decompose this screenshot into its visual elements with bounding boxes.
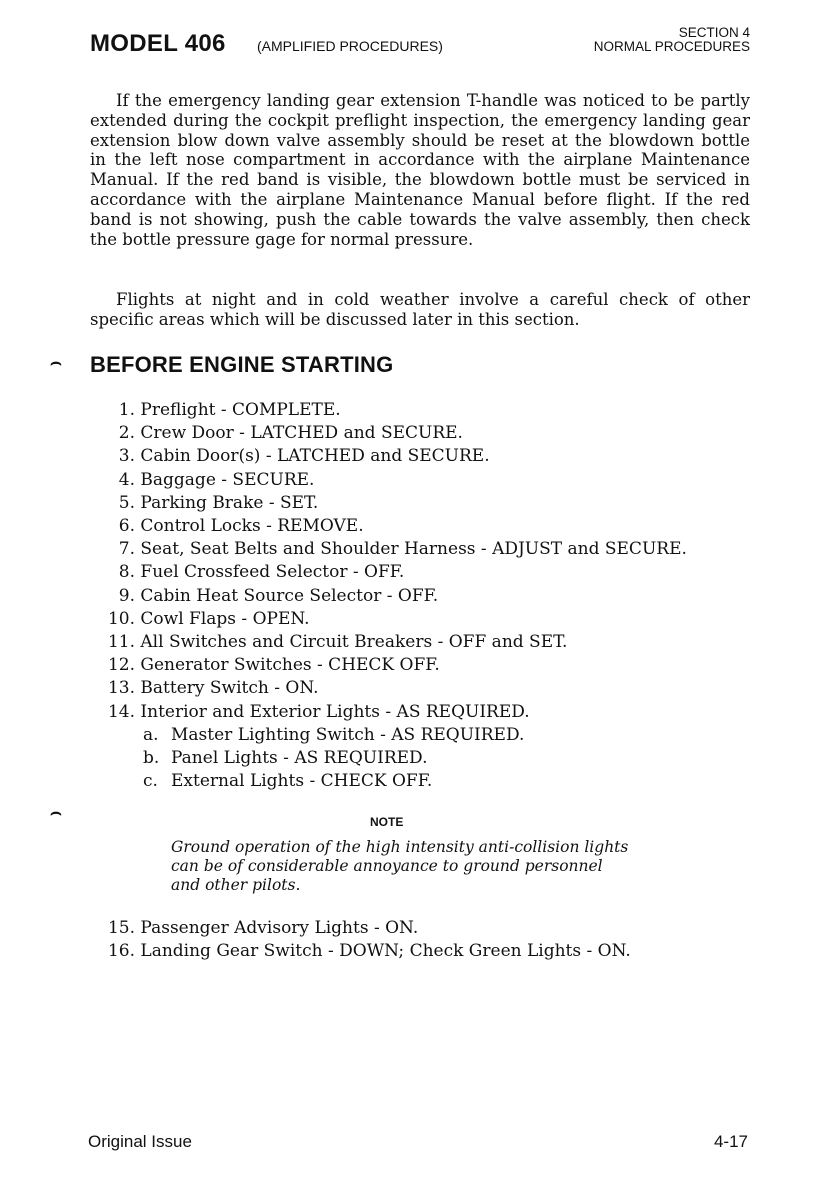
item-text: Baggage - SECURE. bbox=[140, 469, 315, 490]
item-number: 8. bbox=[118, 562, 135, 583]
checklist-item bbox=[100, 677, 750, 700]
item-number: 10. bbox=[107, 608, 135, 629]
subitem-text: Master Lighting Switch - AS REQUIRED. bbox=[171, 724, 525, 745]
item-text: Seat, Seat Belts and Shoulder Harness - ADJUST and SECURE. bbox=[140, 539, 687, 560]
item-number: 6. bbox=[118, 516, 135, 537]
section-name: NORMAL PROCEDURES bbox=[593, 39, 750, 54]
item-text: Control Locks - REMOVE. bbox=[140, 516, 364, 537]
checklist-item bbox=[100, 469, 750, 492]
item-number: 3. bbox=[118, 446, 135, 467]
subitem-text: Panel Lights - AS REQUIRED. bbox=[171, 748, 428, 769]
checklist-item bbox=[100, 940, 750, 963]
item-number: 2. bbox=[118, 423, 135, 444]
item-number: 13. bbox=[107, 678, 135, 699]
item-number: 9. bbox=[118, 585, 135, 606]
item-text: Landing Gear Switch - DOWN; Check Green Lights - ON. bbox=[140, 941, 631, 962]
note-body: Ground operation of the high intensity anti-collision lights can be of considerable annoyance to ground personnel and other pilots. bbox=[171, 838, 629, 894]
item-text: Generator Switches - CHECK OFF. bbox=[140, 655, 440, 676]
item-text: Parking Brake - SET. bbox=[140, 492, 319, 513]
subitem-letter: a. bbox=[143, 724, 159, 745]
before-engine-starting-checklist-continued bbox=[100, 917, 750, 963]
checklist-item bbox=[100, 445, 750, 468]
item-number: 7. bbox=[118, 539, 135, 560]
item-text: Cowl Flaps - OPEN. bbox=[140, 608, 310, 629]
subitem-letter: b. bbox=[143, 748, 160, 769]
revision-mark-icon: ⌢ bbox=[50, 352, 62, 372]
checklist-item bbox=[100, 399, 750, 422]
emergency-gear-paragraph: If the emergency landing gear extension T-handle was noticed to be partly extended during the cockpit preflight inspection, the emergency landing gear extension blow down valve assembly should be reset at the blowdown bottle in the left nose compartment in accordance with the airplane Maintenance Manual. If the red band is visible, the blowdown bottle must be serviced in accordance with the airplane Maintenance Manual before flight. If the red band is not showing, push the cable towards the valve assembly, then check the bottle pressure gage for normal pressure. bbox=[90, 91, 750, 249]
procedures-subtitle: (AMPLIFIED PROCEDURES) bbox=[257, 38, 443, 54]
item-text: Battery Switch - ON. bbox=[140, 678, 319, 699]
checklist-item bbox=[100, 608, 750, 631]
item-text: Interior and Exterior Lights - AS REQUIRED. bbox=[140, 701, 530, 722]
item-number: 15. bbox=[107, 918, 135, 938]
checklist-item bbox=[100, 631, 750, 654]
note-title: NOTE bbox=[370, 815, 404, 829]
section-number: SECTION 4 bbox=[678, 25, 750, 40]
checklist-subitem bbox=[100, 747, 750, 770]
checklist-item bbox=[100, 701, 750, 724]
before-engine-starting-checklist bbox=[100, 399, 750, 793]
checklist-subitem bbox=[100, 724, 750, 747]
checklist-item bbox=[100, 585, 750, 608]
item-number: 11. bbox=[107, 632, 135, 653]
revision-mark-icon: ⌢ bbox=[50, 802, 62, 822]
checklist-item bbox=[100, 515, 750, 538]
page-number: 4-17 bbox=[713, 1132, 748, 1151]
checklist-item bbox=[100, 422, 750, 445]
item-text: Passenger Advisory Lights - ON. bbox=[140, 918, 419, 938]
section-title: BEFORE ENGINE STARTING bbox=[90, 352, 394, 377]
subitem-text: External Lights - CHECK OFF. bbox=[171, 771, 433, 792]
item-number: 5. bbox=[118, 492, 135, 513]
checklist-item bbox=[100, 538, 750, 561]
subitem-letter: c. bbox=[143, 771, 158, 792]
item-text: Fuel Crossfeed Selector - OFF. bbox=[140, 562, 405, 583]
checklist-subitem bbox=[100, 770, 750, 793]
section-header bbox=[594, 26, 750, 54]
item-number: 1. bbox=[118, 400, 135, 420]
night-cold-paragraph: Flights at night and in cold weather involve a careful check of other specific areas which will be discussed later in this section. bbox=[90, 290, 750, 329]
issue-label: Original Issue bbox=[88, 1132, 192, 1151]
model-title: MODEL 406 bbox=[90, 30, 226, 57]
checklist-item bbox=[100, 561, 750, 584]
item-number: 4. bbox=[118, 469, 135, 490]
item-text: Cabin Door(s) - LATCHED and SECURE. bbox=[140, 446, 490, 467]
checklist-item bbox=[100, 654, 750, 677]
checklist-item bbox=[100, 492, 750, 515]
item-text: All Switches and Circuit Breakers - OFF and SET. bbox=[140, 632, 568, 653]
item-text: Cabin Heat Source Selector - OFF. bbox=[140, 585, 439, 606]
item-number: 14. bbox=[107, 701, 135, 722]
checklist-item bbox=[100, 917, 750, 940]
item-text: Crew Door - LATCHED and SECURE. bbox=[140, 423, 463, 444]
item-number: 12. bbox=[107, 655, 135, 676]
item-text: Preflight - COMPLETE. bbox=[140, 400, 341, 420]
item-number: 16. bbox=[107, 941, 135, 962]
